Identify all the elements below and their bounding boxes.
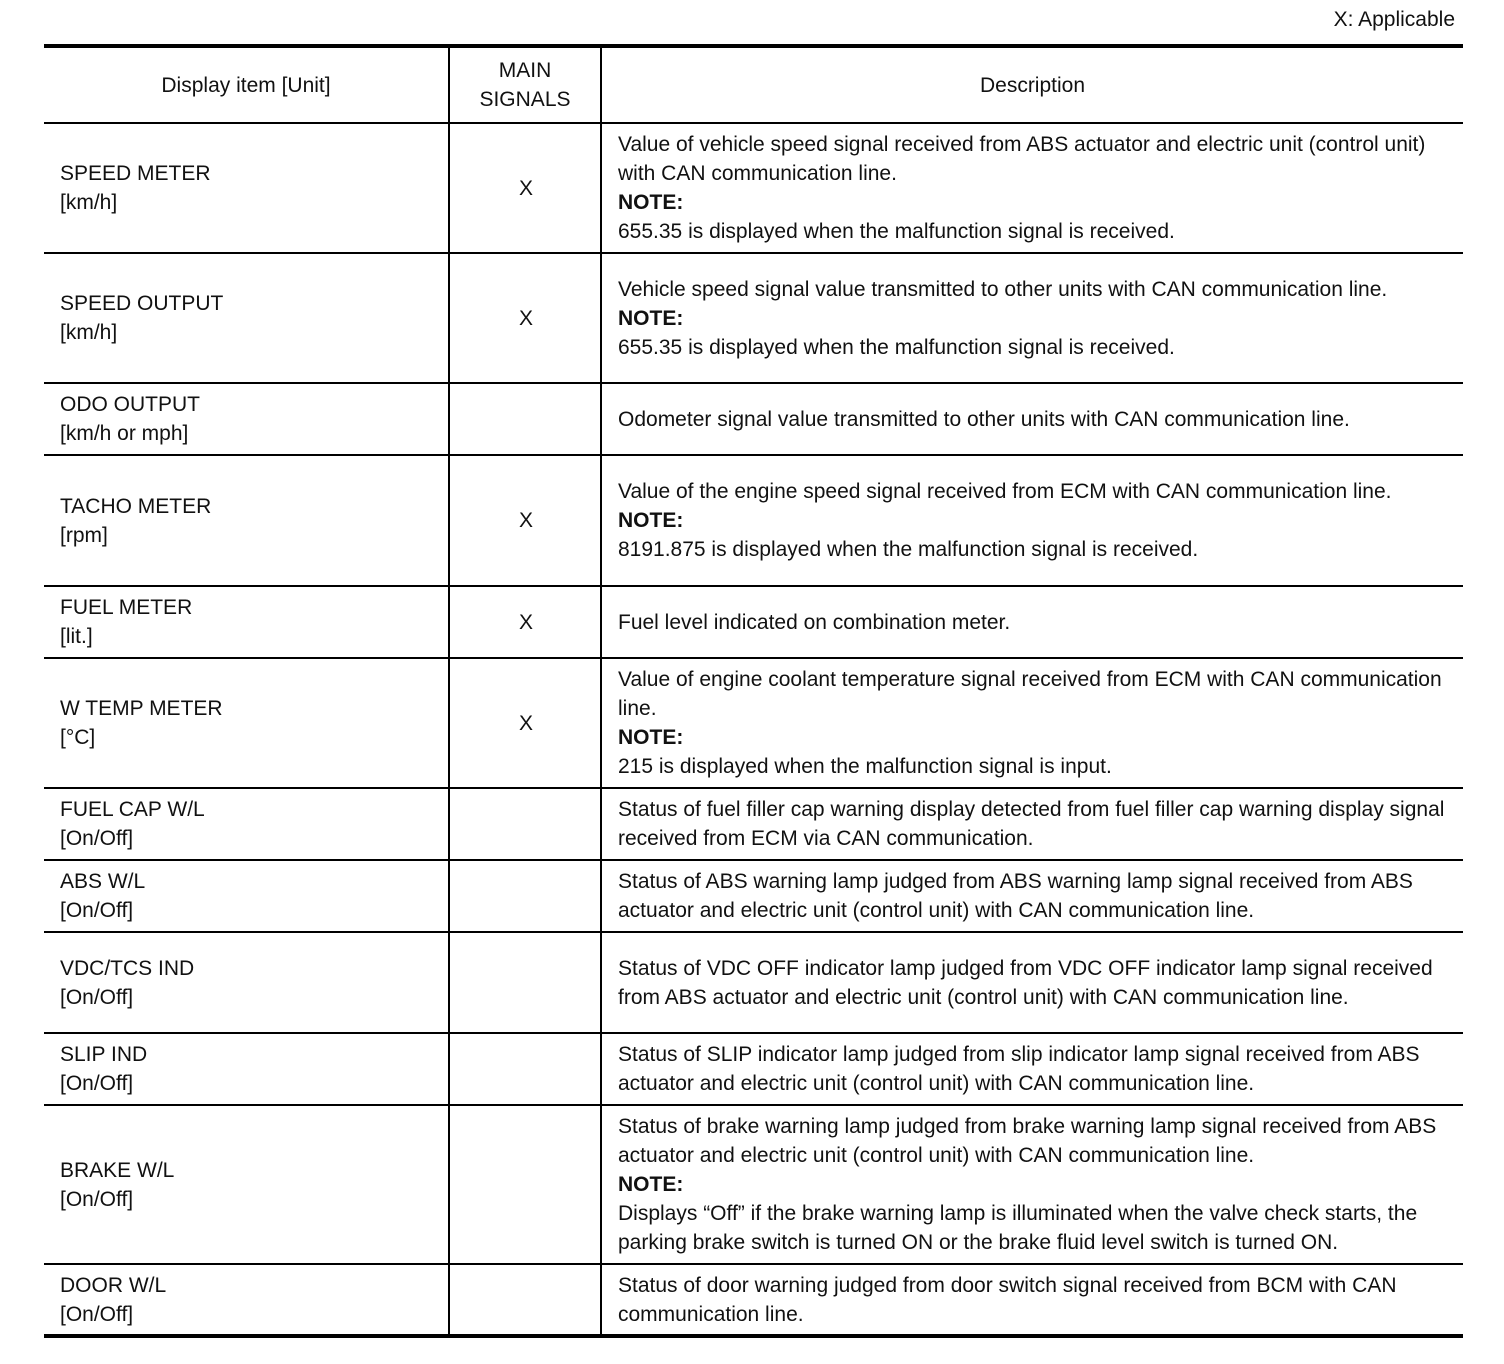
description-text: Fuel level indicated on combination meter. [618,610,1011,634]
display-item-cell [44,1264,449,1336]
note-text: 655.35 is displayed when the malfunction signal is received. [618,220,1175,243]
main-signal-cell [449,1033,601,1105]
display-item-cell [44,123,449,253]
header-main-signals-line2: SIGNALS [479,88,571,111]
display-item-cell [44,383,449,455]
applicable-legend: X: Applicable [1333,8,1455,31]
table-row [44,658,1463,788]
description-cell [601,932,1463,1033]
display-item-cell [44,455,449,586]
note-text: 215 is displayed when the malfunction signal is input. [618,755,1112,778]
table-row [44,383,1463,455]
table-row [44,1264,1463,1336]
main-signal-cell: X [449,253,601,383]
description-text: Value of engine coolant temperature signal received from ECM with CAN communication line. [618,668,1442,720]
table-row [44,1105,1463,1264]
table-row [44,455,1463,586]
description-text: Status of ABS warning lamp judged from ABS warning lamp signal received from ABS actuator and electric unit (control unit) with CAN communication line. [618,870,1413,922]
display-item-unit: [lit.] [60,625,93,648]
display-item-cell [44,1105,449,1264]
display-item-unit: [On/Off] [60,899,134,922]
display-item-name: W TEMP METER [60,697,223,720]
display-item-name: SPEED OUTPUT [60,292,224,315]
description-text: Value of the engine speed signal received from ECM with CAN communication line. [618,480,1392,503]
note-label: NOTE: [618,191,684,214]
description-cell [601,123,1463,253]
display-items-table [44,44,1463,1338]
note-text: 655.35 is displayed when the malfunction signal is received. [618,335,1175,359]
display-item-name: TACHO METER [60,494,212,518]
display-item-name: ODO OUTPUT [60,393,200,416]
note-text: 8191.875 is displayed when the malfunction signal is received. [618,538,1199,561]
description-text: Status of SLIP indicator lamp judged from slip indicator lamp signal received from ABS actuator and electric unit (control unit) with CAN communication line. [618,1043,1420,1095]
display-item-unit: [rpm] [60,523,108,547]
display-item-name: FUEL METER [60,596,193,619]
main-signal-cell: X [449,123,601,253]
display-item-name: DOOR W/L [60,1273,167,1297]
display-item-name: BRAKE W/L [60,1158,175,1182]
table-row [44,788,1463,860]
main-signal-cell [449,383,601,455]
main-signal-cell: X [449,658,601,788]
main-signal-cell [449,932,601,1033]
description-text: Value of vehicle speed signal received from ABS actuator and electric unit (control unit) with CAN communication line. [618,133,1426,185]
description-cell [601,455,1463,586]
description-text: Status of brake warning lamp judged from brake warning lamp signal received from ABS actuator and electric unit (control unit) with CAN communication line. [618,1115,1437,1167]
note-text: Displays “Off” if the brake warning lamp is illuminated when the valve check starts, the parking brake switch is turned ON or the brake fluid level switch is turned ON. [618,1202,1418,1254]
note-label: NOTE: [618,726,684,749]
note-label: NOTE: [618,509,684,532]
header-display-item: Display item [Unit] [44,46,449,123]
display-item-name: VDC/TCS IND [60,956,195,980]
display-item-unit: [km/h or mph] [60,422,189,445]
table-row [44,123,1463,253]
display-item-cell [44,860,449,932]
main-signal-cell [449,1105,601,1264]
display-item-unit: [On/Off] [60,1187,134,1211]
display-item-unit: [On/Off] [60,985,134,1009]
table-header-row [44,46,1463,123]
display-item-cell [44,788,449,860]
display-item-unit: [km/h] [60,191,118,214]
main-signal-cell: X [449,586,601,658]
display-item-cell [44,1033,449,1105]
display-item-unit: [On/Off] [60,1302,134,1326]
display-item-cell [44,586,449,658]
header-main-signals-line1: MAIN [498,59,552,82]
description-cell [601,586,1463,658]
note-label: NOTE: [618,306,684,330]
main-signal-cell [449,860,601,932]
main-signal-cell [449,1264,601,1336]
table-row [44,932,1463,1033]
description-cell [601,383,1463,455]
description-text: Odometer signal value transmitted to other units with CAN communication line. [618,407,1350,431]
description-text: Status of door warning judged from door switch signal received from BCM with CAN communication line. [618,1273,1397,1326]
description-text: Vehicle speed signal value transmitted to other units with CAN communication line. [618,277,1388,301]
display-item-name: SPEED METER [60,162,211,185]
display-item-name: SLIP IND [60,1043,148,1066]
display-item-unit: [km/h] [60,321,118,344]
description-text: Status of VDC OFF indicator lamp judged from VDC OFF indicator lamp signal received from ABS actuator and electric unit (control unit) with CAN communication line. [618,956,1433,1009]
description-cell [601,1105,1463,1264]
main-signal-cell: X [449,455,601,586]
description-cell [601,253,1463,383]
description-cell [601,860,1463,932]
header-description: Description [601,46,1463,123]
table-row [44,1033,1463,1105]
header-main-signals [449,46,601,123]
table-row [44,253,1463,383]
note-label: NOTE: [618,1173,684,1196]
description-cell [601,1264,1463,1336]
main-signal-cell [449,788,601,860]
display-item-unit: [On/Off] [60,827,134,850]
table-row [44,586,1463,658]
display-item-unit: [On/Off] [60,1072,134,1095]
description-cell [601,788,1463,860]
table-row [44,860,1463,932]
display-item-name: FUEL CAP W/L [60,798,205,821]
description-text: Status of fuel filler cap warning display detected from fuel filler cap warning display signal received from ECM via CAN communication. [618,798,1445,850]
display-item-cell [44,253,449,383]
display-item-cell [44,658,449,788]
display-item-name: ABS W/L [60,870,146,893]
description-cell [601,1033,1463,1105]
description-cell [601,658,1463,788]
display-item-cell [44,932,449,1033]
display-item-unit: [°C] [60,726,96,749]
